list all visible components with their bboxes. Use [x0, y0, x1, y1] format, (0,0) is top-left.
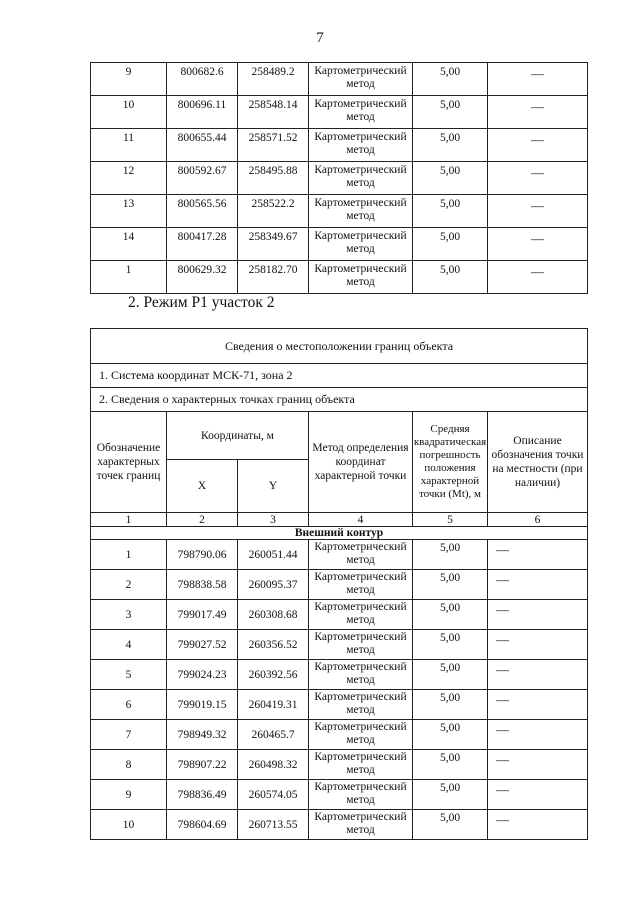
description-cell: — — [488, 600, 588, 630]
coord-y: 258571.52 — [238, 129, 309, 162]
description-cell: — — [488, 630, 588, 660]
point-number: 5 — [91, 660, 167, 690]
method-cell: Картометрический метод — [309, 96, 413, 129]
point-number: 12 — [91, 162, 167, 195]
coord-x: 800629.32 — [167, 261, 238, 294]
col-number: 3 — [238, 513, 309, 527]
coord-y: 258489.2 — [238, 63, 309, 96]
description-cell: — — [488, 261, 588, 294]
description-cell: — — [488, 660, 588, 690]
coord-y: 260465.7 — [238, 720, 309, 750]
description-cell: — — [488, 810, 588, 840]
header-mt: Средняя квадратическая погрешность положения характерной точки (Mt), м — [413, 412, 488, 513]
method-cell: Картометрический метод — [309, 750, 413, 780]
coord-y: 258495.88 — [238, 162, 309, 195]
method-cell: Картометрический метод — [309, 600, 413, 630]
accuracy-cell: 5,00 — [413, 129, 488, 162]
table-row — [91, 660, 588, 690]
column-header-row — [91, 412, 588, 460]
coord-x: 800417.28 — [167, 228, 238, 261]
table-title: Сведения о местоположении границ объекта — [91, 329, 588, 364]
point-number: 10 — [91, 96, 167, 129]
page-number: 7 — [316, 30, 324, 46]
coord-x: 800696.11 — [167, 96, 238, 129]
point-number: 11 — [91, 129, 167, 162]
point-number: 9 — [91, 63, 167, 96]
coord-y: 260051.44 — [238, 540, 309, 570]
description-cell: — — [488, 96, 588, 129]
point-number: 4 — [91, 630, 167, 660]
contour-label: Внешний контур — [91, 527, 588, 540]
coord-x: 798790.06 — [167, 540, 238, 570]
coord-y: 260392.56 — [238, 660, 309, 690]
method-cell: Картометрический метод — [309, 63, 413, 96]
description-cell: — — [488, 228, 588, 261]
accuracy-cell: 5,00 — [413, 600, 488, 630]
coordinates-table-continued — [90, 62, 588, 294]
coord-y: 260419.31 — [238, 690, 309, 720]
table-row — [91, 162, 588, 195]
coord-y: 258522.2 — [238, 195, 309, 228]
method-cell: Картометрический метод — [309, 630, 413, 660]
table-row — [91, 720, 588, 750]
accuracy-cell: 5,00 — [413, 810, 488, 840]
method-cell: Картометрический метод — [309, 162, 413, 195]
coord-x: 800592.67 — [167, 162, 238, 195]
method-cell: Картометрический метод — [309, 660, 413, 690]
header-y: Y — [238, 460, 309, 513]
coord-x: 798949.32 — [167, 720, 238, 750]
coord-y: 260713.55 — [238, 810, 309, 840]
coord-y: 260498.32 — [238, 750, 309, 780]
coord-y: 260095.37 — [238, 570, 309, 600]
coord-x: 799027.52 — [167, 630, 238, 660]
description-cell: — — [488, 162, 588, 195]
accuracy-cell: 5,00 — [413, 690, 488, 720]
col-number: 2 — [167, 513, 238, 527]
header-coords: Координаты, м — [167, 412, 309, 460]
column-number-row — [91, 513, 588, 527]
accuracy-cell: 5,00 — [413, 540, 488, 570]
accuracy-cell: 5,00 — [413, 780, 488, 810]
boundary-points-table — [90, 328, 588, 840]
method-cell: Картометрический метод — [309, 690, 413, 720]
description-cell: — — [488, 129, 588, 162]
accuracy-cell: 5,00 — [413, 630, 488, 660]
coord-x: 799024.23 — [167, 660, 238, 690]
coord-x: 798838.58 — [167, 570, 238, 600]
coord-x: 799017.49 — [167, 600, 238, 630]
accuracy-cell: 5,00 — [413, 660, 488, 690]
table-row — [91, 540, 588, 570]
coord-x: 800565.56 — [167, 195, 238, 228]
header-x: X — [167, 460, 238, 513]
coord-y: 258349.67 — [238, 228, 309, 261]
coord-y: 258548.14 — [238, 96, 309, 129]
coord-x: 798604.69 — [167, 810, 238, 840]
coord-y: 260356.52 — [238, 630, 309, 660]
description-cell: — — [488, 570, 588, 600]
header-method: Метод определения координат характерной точки — [309, 412, 413, 513]
accuracy-cell: 5,00 — [413, 228, 488, 261]
table-row — [91, 96, 588, 129]
method-cell: Картометрический метод — [309, 810, 413, 840]
method-cell: Картометрический метод — [309, 780, 413, 810]
point-number: 2 — [91, 570, 167, 600]
table-row — [91, 63, 588, 96]
table-row — [91, 195, 588, 228]
accuracy-cell: 5,00 — [413, 96, 488, 129]
description-cell: — — [488, 540, 588, 570]
description-cell: — — [488, 780, 588, 810]
contour-row — [91, 527, 588, 540]
accuracy-cell: 5,00 — [413, 720, 488, 750]
method-cell: Картометрический метод — [309, 720, 413, 750]
description-cell: — — [488, 63, 588, 96]
point-number: 6 — [91, 690, 167, 720]
description-cell: — — [488, 690, 588, 720]
table-row — [91, 780, 588, 810]
points-caption: 2. Сведения о характерных точках границ объекта — [91, 388, 588, 412]
points-caption-row — [91, 388, 588, 412]
table-row — [91, 630, 588, 660]
table-row — [91, 690, 588, 720]
table-row — [91, 810, 588, 840]
accuracy-cell: 5,00 — [413, 750, 488, 780]
table-row — [91, 261, 588, 294]
table-row — [91, 570, 588, 600]
coord-system: 1. Система координат МСК-71, зона 2 — [91, 364, 588, 388]
table-row — [91, 600, 588, 630]
point-number: 10 — [91, 810, 167, 840]
col-number: 5 — [413, 513, 488, 527]
point-number: 3 — [91, 600, 167, 630]
coord-x: 798836.49 — [167, 780, 238, 810]
point-number: 13 — [91, 195, 167, 228]
method-cell: Картометрический метод — [309, 570, 413, 600]
coord-y: 260308.68 — [238, 600, 309, 630]
accuracy-cell: 5,00 — [413, 162, 488, 195]
accuracy-cell: 5,00 — [413, 195, 488, 228]
point-number: 1 — [91, 261, 167, 294]
coord-x: 798907.22 — [167, 750, 238, 780]
coord-x: 800682.6 — [167, 63, 238, 96]
description-cell: — — [488, 750, 588, 780]
point-number: 14 — [91, 228, 167, 261]
col-number: 4 — [309, 513, 413, 527]
point-number: 8 — [91, 750, 167, 780]
coord-y: 258182.70 — [238, 261, 309, 294]
section-title: 2. Режим Р1 участок 2 — [128, 294, 275, 311]
table-row — [91, 228, 588, 261]
point-number: 9 — [91, 780, 167, 810]
method-cell: Картометрический метод — [309, 195, 413, 228]
col-number: 6 — [488, 513, 588, 527]
header-desc: Описание обозначения точки на местности (при наличии) — [488, 412, 588, 513]
table-row — [91, 750, 588, 780]
description-cell: — — [488, 195, 588, 228]
method-cell: Картометрический метод — [309, 261, 413, 294]
table-row — [91, 129, 588, 162]
method-cell: Картометрический метод — [309, 540, 413, 570]
table-title-row — [91, 329, 588, 364]
coord-y: 260574.05 — [238, 780, 309, 810]
accuracy-cell: 5,00 — [413, 63, 488, 96]
coord-x: 800655.44 — [167, 129, 238, 162]
coord-x: 799019.15 — [167, 690, 238, 720]
point-number: 1 — [91, 540, 167, 570]
point-number: 7 — [91, 720, 167, 750]
method-cell: Картометрический метод — [309, 129, 413, 162]
method-cell: Картометрический метод — [309, 228, 413, 261]
header-point: Обозначение характерных точек границ — [91, 412, 167, 513]
accuracy-cell: 5,00 — [413, 261, 488, 294]
description-cell: — — [488, 720, 588, 750]
col-number: 1 — [91, 513, 167, 527]
accuracy-cell: 5,00 — [413, 570, 488, 600]
coord-system-row — [91, 364, 588, 388]
